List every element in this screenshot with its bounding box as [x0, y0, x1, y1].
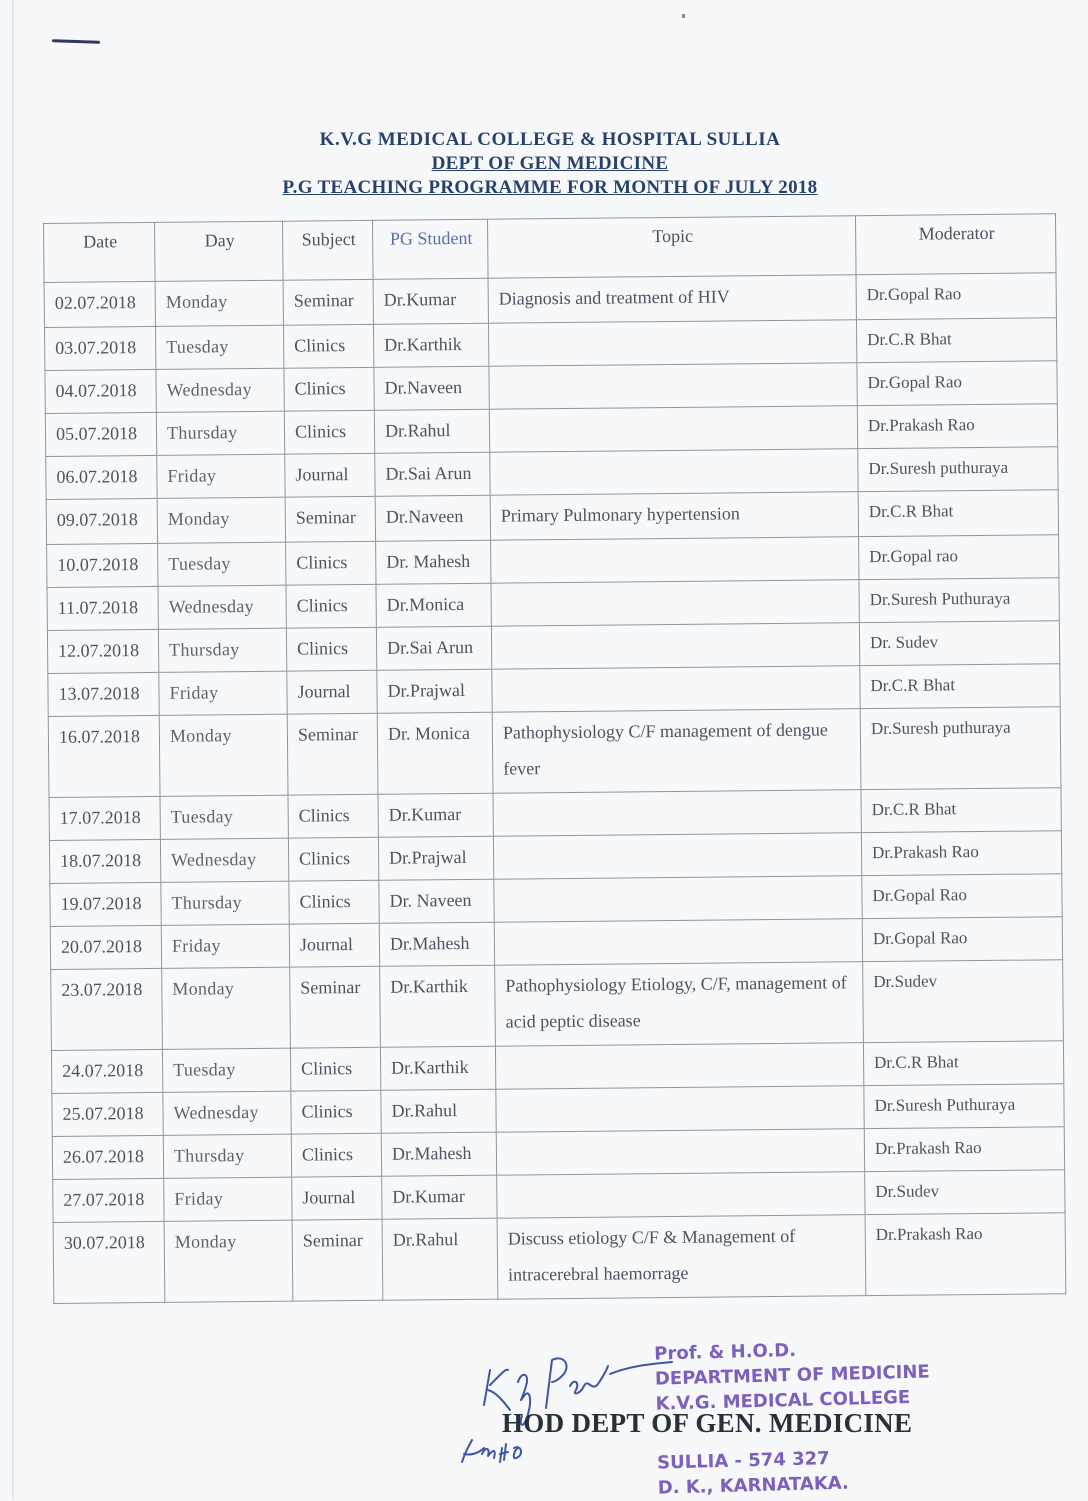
- student-cell: Dr.Mahesh: [381, 1132, 496, 1176]
- student-cell: Dr.Sai Arun: [375, 452, 490, 496]
- moderator-cell: Dr.C.R Bhat: [863, 1041, 1063, 1086]
- day-cell: Monday: [159, 714, 288, 796]
- topic-cell: Discuss etiology C/F & Management of intracerebral haemorrage: [497, 1215, 866, 1300]
- date-cell: 23.07.2018: [51, 968, 163, 1050]
- student-cell: Dr.Karthik: [380, 965, 496, 1047]
- subject-cell: Journal: [289, 923, 379, 967]
- subject-cell: Clinics: [291, 1133, 381, 1177]
- college-name: K.V.G MEDICAL COLLEGE & HOSPITAL SULLIA: [319, 129, 781, 150]
- day-cell: Thursday: [158, 628, 286, 672]
- moderator-cell: Dr.Gopal Rao: [862, 917, 1062, 962]
- subject-cell: Seminar: [292, 1219, 383, 1301]
- date-cell: 26.07.2018: [52, 1135, 163, 1179]
- topic-cell: [489, 363, 857, 410]
- date-cell: 06.07.2018: [46, 455, 157, 499]
- department-name: DEPT OF GEN MEDICINE: [431, 153, 669, 174]
- topic-cell: [496, 1086, 864, 1133]
- moderator-cell: Dr.Suresh Puthuraya: [859, 578, 1059, 623]
- moderator-cell: Dr.Gopal Rao: [856, 273, 1056, 320]
- document-header: [0, 128, 1088, 200]
- hod-signature-line: HOD DEPT OF GEN. MEDICINE: [502, 1408, 913, 1438]
- topic-cell: [492, 666, 860, 713]
- date-cell: 10.07.2018: [47, 543, 158, 587]
- date-cell: 04.07.2018: [45, 369, 156, 413]
- day-cell: Monday: [162, 967, 291, 1049]
- date-cell: 17.07.2018: [49, 796, 160, 840]
- date-cell: 30.07.2018: [53, 1221, 165, 1303]
- topic-cell: Pathophysiology Etiology, C/F, management of acid peptic disease: [495, 962, 864, 1047]
- moderator-cell: Dr.Prakash Rao: [864, 1127, 1064, 1172]
- topic-cell: [490, 449, 858, 496]
- day-cell: Tuesday: [158, 542, 286, 586]
- column-header-date: Date: [44, 222, 156, 282]
- subject-cell: Journal: [287, 670, 377, 714]
- student-cell: Dr.Prajwal: [378, 836, 493, 880]
- date-cell: 24.07.2018: [51, 1049, 162, 1093]
- date-cell: 13.07.2018: [48, 672, 159, 716]
- moderator-cell: Dr.C.R Bhat: [858, 490, 1058, 537]
- table-header-row: [44, 214, 1057, 283]
- subject-cell: Clinics: [288, 837, 378, 881]
- day-cell: Thursday: [156, 411, 284, 455]
- column-header-moderator: Moderator: [855, 214, 1056, 275]
- column-header-day: Day: [154, 221, 283, 281]
- day-cell: Tuesday: [162, 1048, 290, 1092]
- date-cell: 11.07.2018: [47, 586, 158, 630]
- student-cell: Dr.Sai Arun: [376, 626, 491, 670]
- topic-cell: [491, 580, 859, 627]
- topic-cell: Primary Pulmonary hypertension: [490, 492, 858, 541]
- date-cell: 16.07.2018: [48, 715, 160, 797]
- schedule-table-wrapper: [43, 213, 1065, 1304]
- topic-cell: [488, 320, 856, 367]
- column-header-pg-student: PG Student: [372, 219, 488, 279]
- subject-cell: Clinics: [286, 541, 376, 585]
- stamp-line: SULLIA - 574 327: [656, 1448, 830, 1474]
- day-cell: Friday: [161, 924, 289, 968]
- moderator-cell: Dr.Sudev: [863, 960, 1064, 1043]
- day-cell: Monday: [164, 1220, 293, 1302]
- topic-cell: [493, 833, 861, 880]
- day-cell: Tuesday: [155, 325, 283, 369]
- student-cell: Dr.Karthik: [380, 1046, 495, 1090]
- topic-cell: [497, 1172, 865, 1219]
- moderator-cell: Dr.C.R Bhat: [856, 318, 1056, 363]
- table-row: [53, 1213, 1066, 1304]
- topic-cell: [491, 623, 859, 670]
- dot-mark: [682, 14, 685, 18]
- schedule-body: [44, 273, 1066, 1304]
- moderator-cell: Dr.Gopal Rao: [862, 874, 1062, 919]
- schedule-table: [43, 213, 1066, 1304]
- moderator-cell: Dr.Suresh puthuraya: [858, 447, 1058, 492]
- subject-cell: Clinics: [286, 584, 376, 628]
- topic-cell: Pathophysiology C/F management of dengue fever: [492, 709, 861, 794]
- signature-area: [460, 1330, 1020, 1499]
- topic-cell: [489, 406, 857, 453]
- day-cell: Wednesday: [163, 1091, 291, 1135]
- subject-cell: Clinics: [288, 794, 378, 838]
- student-cell: Dr.Rahul: [374, 409, 489, 453]
- date-cell: 12.07.2018: [47, 629, 158, 673]
- moderator-cell: Dr.Gopal Rao: [857, 361, 1057, 406]
- topic-cell: [496, 1129, 864, 1176]
- subject-cell: Clinics: [291, 1090, 381, 1134]
- programme-title: P.G TEACHING PROGRAMME FOR MONTH OF JULY 2018: [282, 177, 818, 198]
- column-header-subject: Subject: [282, 220, 373, 280]
- student-cell: Dr.Rahul: [381, 1089, 496, 1133]
- subject-cell: Seminar: [287, 713, 378, 795]
- student-cell: Dr.Mahesh: [379, 922, 494, 966]
- subject-cell: Seminar: [283, 279, 373, 325]
- day-cell: Monday: [157, 497, 285, 543]
- subject-cell: Clinics: [289, 880, 379, 924]
- student-cell: Dr.Naveen: [375, 495, 490, 541]
- topic-cell: [494, 876, 862, 923]
- day-cell: Friday: [157, 454, 285, 498]
- day-cell: Friday: [164, 1177, 292, 1221]
- subject-cell: Clinics: [286, 627, 376, 671]
- moderator-cell: Dr.Prakash Rao: [861, 831, 1061, 876]
- student-cell: Dr. Monica: [377, 712, 493, 794]
- stamp-line: DEPARTMENT OF MEDICINE: [654, 1361, 930, 1390]
- moderator-cell: Dr.C.R Bhat: [860, 664, 1060, 709]
- subject-cell: Journal: [292, 1176, 382, 1220]
- student-cell: Dr. Mahesh: [376, 540, 491, 584]
- topic-cell: [491, 537, 859, 584]
- student-cell: Dr.Kumar: [378, 793, 493, 837]
- date-cell: 09.07.2018: [46, 498, 157, 544]
- moderator-cell: Dr.C.R Bhat: [861, 788, 1061, 833]
- page-edge: [12, 0, 14, 1499]
- day-cell: Tuesday: [160, 795, 288, 839]
- moderator-cell: Dr.Prakash Rao: [865, 1213, 1066, 1296]
- subject-cell: Seminar: [290, 966, 381, 1048]
- table-row: [48, 707, 1061, 798]
- date-cell: 18.07.2018: [49, 839, 160, 883]
- date-cell: 27.07.2018: [53, 1178, 164, 1222]
- day-cell: Wednesday: [156, 368, 284, 412]
- day-cell: Thursday: [163, 1134, 291, 1178]
- topic-cell: Diagnosis and treatment of HIV: [488, 275, 856, 324]
- subject-cell: Clinics: [290, 1047, 380, 1091]
- subject-cell: Seminar: [285, 496, 375, 542]
- student-cell: Dr.Monica: [376, 583, 491, 627]
- date-cell: 03.07.2018: [45, 326, 156, 370]
- date-cell: 02.07.2018: [44, 281, 155, 327]
- date-cell: 25.07.2018: [52, 1092, 163, 1136]
- day-cell: Monday: [155, 280, 283, 326]
- date-cell: 20.07.2018: [50, 925, 161, 969]
- moderator-cell: Dr.Sudev: [865, 1170, 1065, 1215]
- column-header-topic: Topic: [487, 216, 856, 279]
- subject-cell: Clinics: [284, 367, 374, 411]
- student-cell: Dr.Kumar: [373, 278, 488, 324]
- pen-mark: [52, 39, 100, 44]
- day-cell: Thursday: [161, 881, 289, 925]
- subject-cell: Journal: [285, 453, 375, 497]
- day-cell: Wednesday: [158, 585, 286, 629]
- student-cell: Dr.Rahul: [382, 1218, 498, 1300]
- student-cell: Dr.Karthik: [373, 323, 488, 367]
- student-cell: Dr.Prajwal: [377, 669, 492, 713]
- subject-cell: Clinics: [284, 410, 374, 454]
- day-cell: Friday: [159, 671, 287, 715]
- stamp-line: Prof. & H.O.D.: [654, 1339, 797, 1365]
- student-cell: Dr.Naveen: [374, 366, 489, 410]
- day-cell: Wednesday: [160, 838, 288, 882]
- topic-cell: [495, 1043, 863, 1090]
- stamp-line: K.V.G. MEDICAL COLLEGE: [655, 1386, 911, 1415]
- date-cell: 05.07.2018: [45, 412, 156, 456]
- moderator-cell: Dr.Suresh Puthuraya: [864, 1084, 1064, 1129]
- moderator-cell: Dr. Sudev: [859, 621, 1059, 666]
- subject-cell: Clinics: [283, 324, 373, 368]
- moderator-cell: Dr.Suresh puthuraya: [860, 707, 1061, 790]
- moderator-cell: Dr.Prakash Rao: [857, 404, 1057, 449]
- department-stamp: [654, 1334, 933, 1500]
- table-row: [51, 960, 1064, 1051]
- student-cell: Dr.Kumar: [382, 1175, 497, 1219]
- topic-cell: [493, 790, 861, 837]
- topic-cell: [494, 919, 862, 966]
- moderator-cell: Dr.Gopal rao: [859, 535, 1059, 580]
- date-cell: 19.07.2018: [50, 882, 161, 926]
- student-cell: Dr. Naveen: [379, 879, 494, 923]
- stamp-line: D. K., KARNATAKA.: [657, 1472, 850, 1499]
